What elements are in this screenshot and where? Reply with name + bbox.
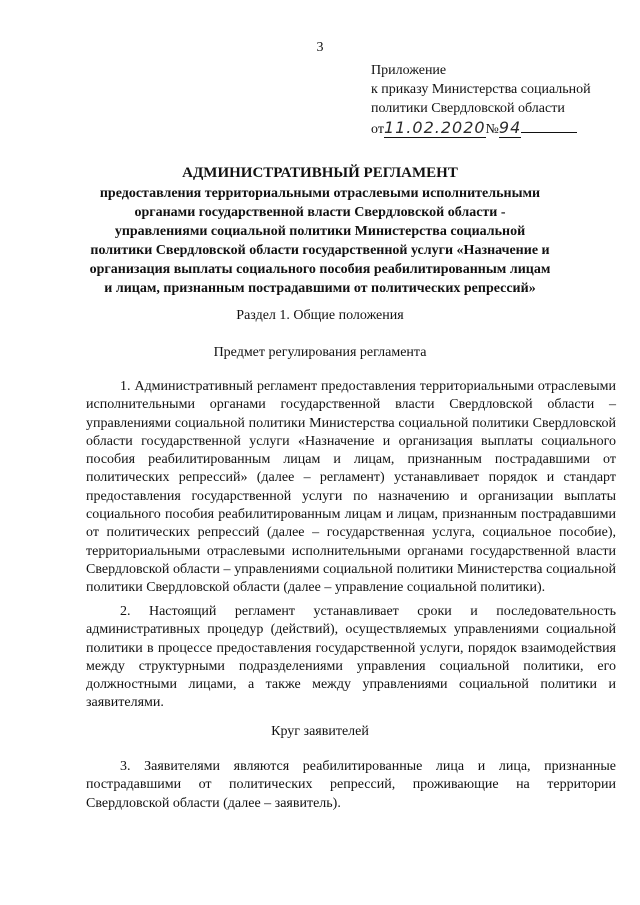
from-label: от (371, 122, 384, 137)
appendix-block (371, 61, 631, 139)
order-date-line (371, 118, 631, 139)
number-blank-line (521, 120, 577, 133)
applicants-heading: Круг заявителей (271, 724, 369, 739)
paragraph-1: 1. Административный регламент предоставления территориальными отраслевыми исполнительными органами государственной власти Свердловской области – управлениями социальной политики Министерства социальной политики Свердловской области государственной услуги «Назначение и организация выплаты социального пособия реабилитированным лицам и лицам, признанным пострадавшими от политических репрессий» (далее – регламент) устанавливает порядок и стандарт предоставления государственной услуги по назначению и организации выплаты социального пособия реабилитированным лицам и лицам, признанным пострадавшими от политических репрессий (далее – государственная услуга, социальное пособие), территориальными отраслевыми исполнительными органами государственной власти Свердловской области – управлениями социальной политики Министерства социальной политики Свердловской области (далее – управление социальной политики). (86, 379, 616, 596)
appendix-order-ref: к приказу Министерства социальной (371, 82, 591, 97)
appendix-ministry: политики Свердловской области (371, 101, 565, 116)
paragraph-2: 2. Настоящий регламент устанавливает сроки и последовательность административных процедур (действий), осуществляемых управлениями социальной политики в процессе предоставления государственной услуги, порядок взаимодействия между структурными подразделениями управления социальной политики, его должностными лицами, а также между управлениями социальной политики и заявителями. (86, 604, 616, 711)
appendix-title: Приложение (371, 63, 447, 78)
page-number: 3 (316, 40, 324, 55)
number-label: № (485, 122, 499, 137)
document-title: АДМИНИСТРАТИВНЫЙ РЕГЛАМЕНТ (182, 165, 458, 181)
paragraph-3: 3. Заявителями являются реабилитированные лица и лица, признанные пострадавшими от политических репрессий, проживающие на территории Свердловской области (далее – заявитель). (86, 759, 616, 811)
subject-heading: Предмет регулирования регламента (213, 345, 427, 360)
section-heading: Раздел 1. Общие положения (236, 308, 404, 323)
handwritten-number: 94 (498, 118, 522, 137)
document-subtitle: предоставления территориальными отраслевыми исполнительными органами государственной власти Свердловской области - управлениями социальной политики Министерства социальной политики Свердловской области государственной услуги «Назначение и организация выплаты социального пособия реабилитированным лицам и лицам, признанным пострадавшими от политических репрессий» (89, 186, 551, 296)
handwritten-date: 11.02.2020 (383, 118, 486, 137)
